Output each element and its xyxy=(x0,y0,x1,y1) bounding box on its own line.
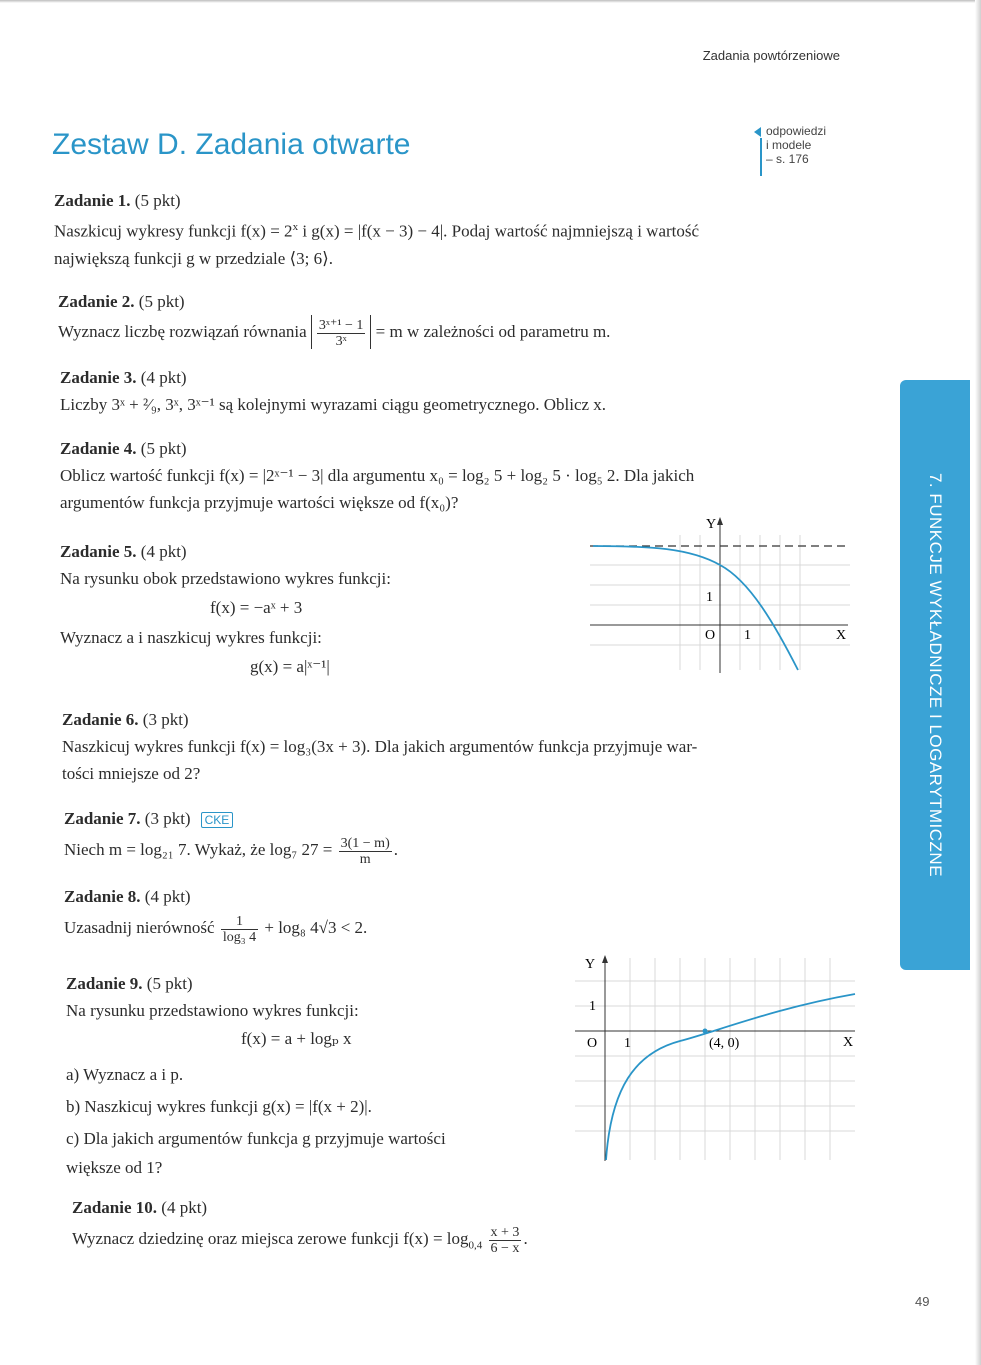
task-formula: f(x) = −aˣ + 3 xyxy=(210,598,303,617)
set-title: Zestaw D. Zadania otwarte xyxy=(52,128,411,161)
task-text: . xyxy=(393,840,398,859)
task-text: i g(x) = |f(x − 3) − 4|. Podaj wartość najmniejszą i wartość xyxy=(298,221,700,241)
task-text: Naszkicuj wykres funkcji f(x) = log₃(3x + 3). Dla jakich argumentów funkcja przyjmuje war- xyxy=(62,737,698,756)
grid-lines xyxy=(575,958,855,1160)
y-tick-label: 1 xyxy=(706,590,713,605)
task-points: (5 pkt) xyxy=(146,974,193,993)
fraction-numerator: x + 3 xyxy=(490,1224,520,1240)
task-subpoint-c-continued: większe od 1? xyxy=(66,1158,163,1177)
task-text: Wyznacz a i naszkicuj wykres funkcji: xyxy=(60,628,322,647)
origin-label: O xyxy=(705,628,716,643)
task-points: (4 pkt) xyxy=(161,1198,208,1217)
fraction xyxy=(317,318,366,349)
note-line-1: odpowiedzi xyxy=(766,124,827,138)
task-text: Oblicz wartość funkcji f(x) = |2ˣ⁻¹ − 3| dla argumentu x₀ = log₂ 5 + log₂ 5 · log₅ 2. Dla jakich xyxy=(60,466,695,485)
note-line-2: i modele xyxy=(766,138,812,152)
origin-label: O xyxy=(587,1036,598,1051)
y-axis-label: Y xyxy=(706,517,717,532)
chapter-tab-label: 7. FUNKCJE WYKŁADNICZE I LOGARYTMICZNE xyxy=(926,472,945,878)
fraction-numerator: 3(1 − m) xyxy=(340,835,390,851)
task-points: (5 pkt) xyxy=(134,191,181,210)
scan-edge-top xyxy=(0,0,981,3)
task-subpoint-b: b) Naszkicuj wykres funkcji g(x) = |f(x + 2)|. xyxy=(66,1097,372,1116)
zero-point xyxy=(703,1029,708,1034)
task-text: Niech m = log₂₁ 7. Wykaż, że log₇ 27 = xyxy=(64,840,333,859)
task-6 xyxy=(62,706,862,787)
task-text: Na rysunku przedstawiono wykres funkcji: xyxy=(66,1001,359,1020)
graph-task-9 xyxy=(575,948,860,1163)
task-text: Liczby 3ˣ + ²⁄₉, 3ˣ, 3ˣ⁻¹ są kolejnymi wyrazami ciągu geometrycznego. Oblicz x. xyxy=(60,395,607,414)
answers-note xyxy=(766,124,856,166)
task-heading: Zadanie 5. xyxy=(60,542,137,561)
task-5 xyxy=(60,538,560,683)
task-points: (4 pkt) xyxy=(140,542,187,561)
task-text: największą funkcji g w przedziale ⟨3; 6⟩. xyxy=(54,248,334,268)
task-2 xyxy=(58,288,858,349)
absolute-value xyxy=(311,315,372,349)
task-heading: Zadanie 6. xyxy=(62,710,139,729)
task-heading: Zadanie 8. xyxy=(64,887,141,906)
task-formula: f(x) = a + logₚ x xyxy=(241,1029,352,1048)
task-text: Wyznacz liczbę rozwiązań równania xyxy=(58,322,307,341)
task-heading: Zadanie 1. xyxy=(54,191,131,210)
x-axis-label: X xyxy=(843,1035,854,1050)
task-heading: Zadanie 10. xyxy=(72,1198,158,1217)
task-4 xyxy=(60,435,860,516)
task-text: Uzasadnij nierówność xyxy=(64,918,215,937)
x-tick-label: 1 xyxy=(744,628,751,643)
task-text: Naszkicuj wykresy funkcji f(x) = 2 xyxy=(54,221,293,241)
graph-task-5 xyxy=(590,515,855,675)
task-formula: g(x) = a|ˣ⁻¹| xyxy=(250,657,330,676)
task-1 xyxy=(54,187,854,272)
task-points: (5 pkt) xyxy=(138,292,185,311)
fraction-numerator: 1 xyxy=(221,914,258,930)
fraction xyxy=(339,836,392,867)
task-9 xyxy=(66,970,566,1181)
fraction-denominator: log₃ 4 xyxy=(222,929,257,945)
task-text: = m w zależności od parametru m. xyxy=(371,322,611,341)
arrow-left-icon xyxy=(754,127,761,137)
arrow-up-icon xyxy=(717,517,723,525)
x-tick-label: 1 xyxy=(624,1036,631,1051)
task-points: (5 pkt) xyxy=(140,439,187,458)
running-head: Zadania powtórzeniowe xyxy=(702,48,840,63)
task-7 xyxy=(64,805,864,868)
note-bar xyxy=(760,138,762,176)
task-heading: Zadanie 2. xyxy=(58,292,135,311)
y-axis-label: Y xyxy=(585,957,596,972)
fraction-numerator: 3ˣ⁺¹ − 1 xyxy=(318,317,364,333)
page-number: 49 xyxy=(915,1294,930,1309)
scan-edge-right xyxy=(975,0,981,1365)
task-points: (3 pkt) xyxy=(142,710,189,729)
task-text: . xyxy=(523,1229,528,1248)
task-points: (4 pkt) xyxy=(144,887,191,906)
fraction xyxy=(489,1225,522,1256)
point-label: (4, 0) xyxy=(709,1036,740,1051)
task-10 xyxy=(72,1194,872,1263)
task-points: (3 pkt) xyxy=(144,809,191,828)
cke-badge: CKE xyxy=(201,812,234,828)
task-text: Wyznacz dziedzinę oraz miejsca zerowe funkcji f(x) = log xyxy=(72,1229,469,1248)
fraction-denominator: 6 − x xyxy=(490,1240,520,1256)
arrow-up-icon xyxy=(602,955,608,963)
task-heading: Zadanie 7. xyxy=(64,809,141,828)
note-line-3: – s. 176 xyxy=(766,152,809,166)
fraction-denominator: m xyxy=(359,851,371,867)
task-text: tości mniejsze od 2? xyxy=(62,764,201,783)
x-axis-label: X xyxy=(836,628,847,643)
task-exponent: x xyxy=(292,221,299,233)
task-heading: Zadanie 3. xyxy=(60,368,137,387)
task-3 xyxy=(60,364,860,418)
task-heading: Zadanie 9. xyxy=(66,974,143,993)
task-points: (4 pkt) xyxy=(140,368,187,387)
task-text: + log₈ 4√3 < 2. xyxy=(260,918,368,937)
task-subpoint-c: c) Dla jakich argumentów funkcja g przyjmuje wartości xyxy=(66,1129,446,1148)
task-8 xyxy=(64,883,864,946)
fraction xyxy=(221,914,258,945)
task-text: Na rysunku obok przedstawiono wykres funkcji: xyxy=(60,569,391,588)
task-heading: Zadanie 4. xyxy=(60,439,137,458)
y-tick-label: 1 xyxy=(589,999,596,1014)
log-base: 0,4 xyxy=(468,1239,483,1252)
task-subpoint-a: a) Wyznacz a i p. xyxy=(66,1065,184,1084)
task-text: argumentów funkcja przyjmuje wartości większe od f(x₀)? xyxy=(60,493,459,512)
fraction-denominator: 3ˣ xyxy=(335,333,347,349)
